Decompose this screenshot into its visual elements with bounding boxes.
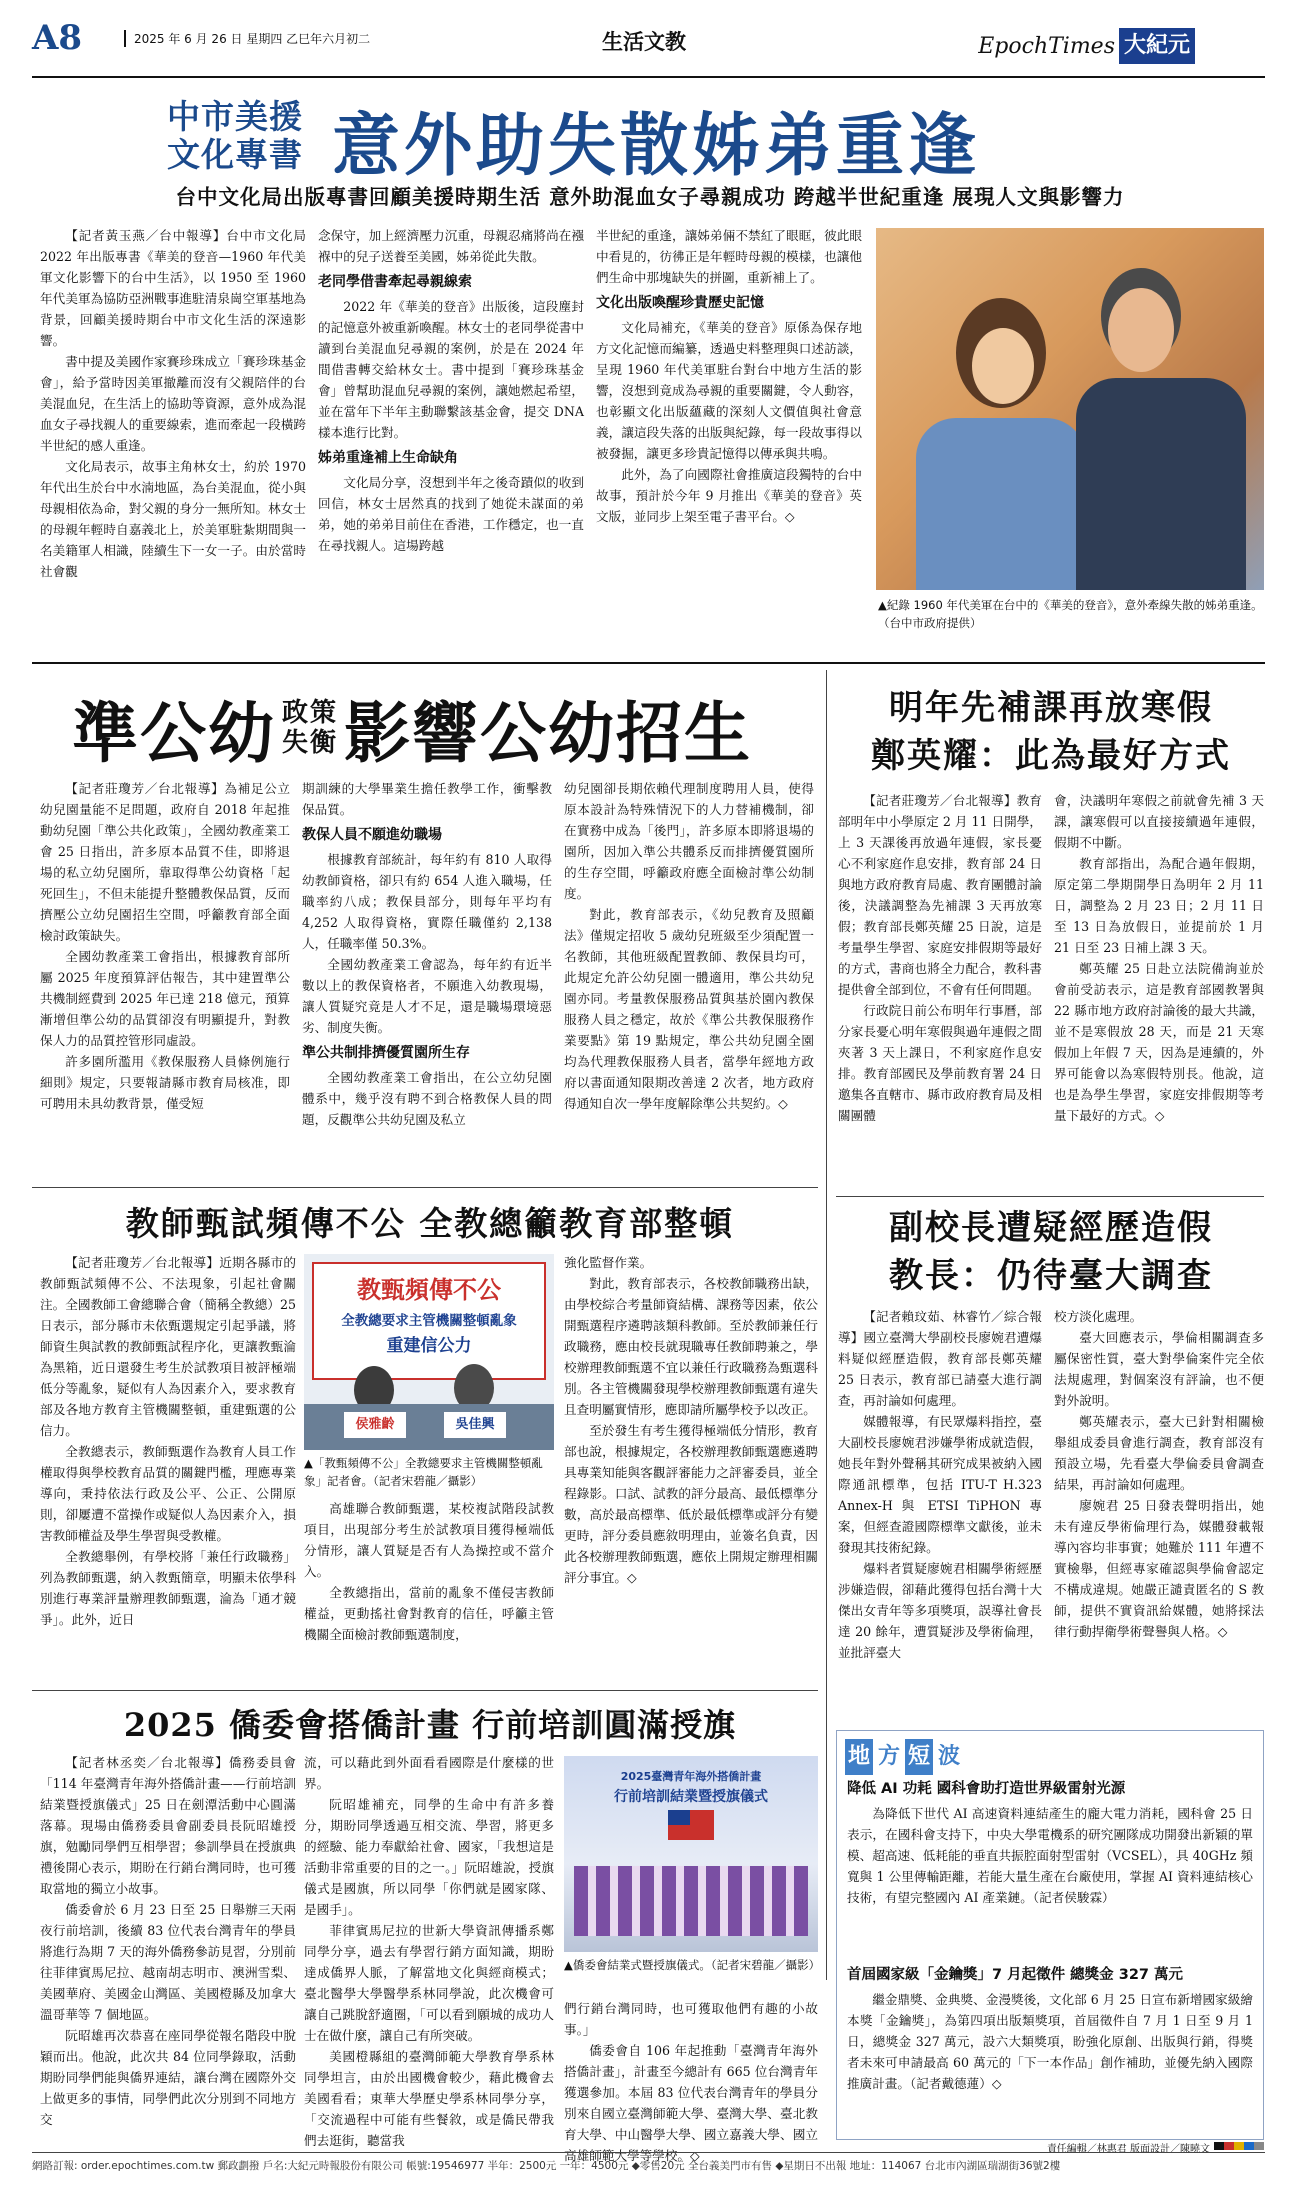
brief-heading: 首屆國家級「金鑰獎」7 月起徵件 總獎金 327 萬元	[847, 1967, 1184, 1983]
winter-title	[836, 684, 1266, 780]
banner-text: 2025臺灣青年海外搭僑計畫	[620, 1770, 762, 1783]
title-line: 明年先補課再放寒假	[889, 688, 1213, 728]
inline-heading: 姊弟重逢補上生命缺角	[318, 450, 458, 466]
paragraph: 全教總指出，當前的亂象不僅侵害教師權益，更動搖社會對教育的信任，呼籲主管機關全面檢討教師甄選制度，	[304, 1585, 554, 1642]
paragraph: 全教總舉例，有學校將「兼任行政職務」列為教師甄選，納入教甄簡章，明顯未依學科別進行專業評量辦理教師甄選，淪為「通才競爭」。此外，近日	[40, 1549, 296, 1627]
paragraph: 阮昭雄補充，同學的生命中有許多養分，期盼同學透過互相交流、學習，將更多的經驗、能力奉獻給社會、國家，「我想這是活動非常重要的目的之一。」阮昭雄說，授旗儀式是國旗，所以同學「你們就是國家隊、是國手」。	[304, 1797, 554, 1917]
paragraph: 繼金鼎獎、金典獎、金漫獎後，文化部 6 月 25 日宣布新增國家級繪本獎「金鑰獎」，為第四項出版類獎項，首屆徵件自 7 月 1 日至 9 月 1 日，總獎金 327 萬元，設六大類獎項，盼強化原創、出版與行銷，得獎者未來可申請最高 60 萬元的「下一本作品」創作補助，並優先納入國際推廣計畫。（記者戴德蓮）◇	[847, 1992, 1253, 2091]
paragraph: 阮昭雄再次恭喜在座同學從報名階段中脫穎而出。他說，此次共 84 位同學錄取，活動期盼同學們能與僑界連結，讓台灣在國際外交上做更多的事情，同學們此次分別到不同地方交	[40, 2028, 296, 2127]
paragraph: 菲律賓馬尼拉的世新大學資訊傳播系鄭同學分享，過去有學習行銷方面知識，期盼達成僑界人脈，了解當地文化與經商模式；臺北醫學大學醫學系林同學說，此次機會可讓自己跳脫舒適圈，「可以看到願城的成功人士在做什麼，讓自己有所突破。	[304, 1923, 554, 2043]
lead-side-title	[150, 98, 320, 174]
title-line: 鄭英耀：此為最好方式	[871, 736, 1231, 776]
lead-photo-couple	[876, 228, 1264, 590]
paragraph: 僑委會於 6 月 23 日至 25 日舉辦三天兩夜行前培訓，後續 83 位代表台灣青年的學員將進行為期 7 天的海外僑務參訪見習，分別前往菲律賓馬尼拉、越南胡志明市、澳洲雪梨、美國華府、美國金山灣區、美國橙縣及加拿大溫哥華等 7 個地區。	[40, 1902, 296, 2022]
paragraph: 期訓練的大學畢業生擔任教學工作，衝擊教保品質。	[302, 781, 552, 817]
preschool-column-2	[302, 778, 552, 1178]
paragraph: 幼兒園卻長期依賴代理制度聘用人員，使得原本設計為特殊情況下的人力替補機制，卻在實務中成為「後門」，許多原本即將退場的園所，因加入準公共體系反而排擠優質園所的生存空間，呼籲政府應全面檢討準公幼制度。	[564, 781, 814, 901]
winter-column-2	[1054, 790, 1264, 1190]
header-rule	[32, 76, 1265, 78]
paragraph: 【記者林丞奕／台北報導】僑務委員會「114 年臺灣青年海外搭僑計畫——行前培訓結業暨授旗儀式」25 日在劍潭活動中心圓滿落幕。現場由僑務委員會副委員長阮昭雄授旗，勉勵同學們互相學習；參訓學員在授旗典禮後開心表示，期盼在行銷台灣同時，也可獲取當地的獨立小故事。	[40, 1755, 296, 1896]
section-rule	[836, 1196, 1264, 1197]
teacher-title: 教師甄試頻傳不公 全教總籲教育部整頓	[125, 1204, 735, 1243]
title-small: 失衡	[282, 727, 339, 758]
paragraph: 全國幼教產業工會指出，根據教育部所屬 2025 年度預算評估報告，其中建置準公共機制經費到 2025 年已達 218 億元，預算漸增但準公幼的品質卻沒有明顯提升，對教保人力的品質控管形同虛設。	[40, 949, 290, 1048]
students-row	[574, 1866, 808, 1936]
paragraph: 廖婉君 25 日發表聲明指出，她未有違反學術倫理行為，媒體發載報導內容均非事實；她難於 111 年遭不實檢舉，但經專家確認與學倫會認定不構成違規。她嚴正譴責匿名的 S 教師，提供不實資訊給媒體，她將採法律行動捍衛學術聲譽與人格。◇	[1054, 1498, 1264, 1639]
page-number: A8	[32, 18, 83, 58]
title-line: 副校長遭疑經歷造假	[889, 1208, 1213, 1248]
lead-subtitle: 台中文化局出版專書回顧美援時期生活 意外助混血女子尋親成功 跨越半世紀重逢 展現人文與影響力	[175, 185, 1125, 209]
color-registration-bar	[1214, 2142, 1264, 2150]
overseas-column-1	[40, 1752, 296, 2148]
press-banner	[312, 1262, 546, 1380]
overseas-column-2	[304, 1752, 554, 2148]
paragraph: 媒體報導，有民眾爆料指控，臺大副校長廖婉君涉嫌學術成就造假，她長年對外聲稱其研究成果被納入國際通訊標準，包括 ITU-T H.323 Annex-H 與 ETSI TiPHON 專案，但經查證國際標準文獻後，並未發現其技術紀錄。	[838, 1414, 1042, 1555]
teacher-photo	[304, 1254, 554, 1450]
footer-info: 網路訂報: order.epochtimes.com.tw 郵政劃撥 戶名:大紀元時報股份有限公司 帳號:19546977 半年：2500元 一年：4500元 ◆零售20元 全台義美門市有售 ◆星期日不出報 地址：114067 台北市內湖區瑞湖街36號2樓	[32, 2160, 1061, 2172]
overseas-column-3	[564, 1998, 818, 2163]
label-char: 波	[935, 1739, 963, 1775]
inline-heading: 準公共制排擠優質園所生存	[302, 1045, 470, 1061]
section-name: 生活文教	[602, 29, 686, 54]
title-part: 準公幼	[72, 694, 276, 772]
paragraph: 們行銷台灣同時，也可獲取他們有趣的小故事。」	[564, 2001, 818, 2037]
paragraph: 為降低下世代 AI 高速資料連結產生的龐大電力消耗，國科會 25 日表示，在國科會支持下，中央大學電機系的研究團隊成功開發出新穎的單模、超高速、低耗能的垂直共振腔面射型雷射（VCSEL），具 40GHz 頻寬與 1 公里傳輸距離，若能大量生產在台廠使用，掌握 AI 資料連結核心技術，有望完整國內 AI 產業鏈。（記者侯駿霖）	[847, 1806, 1253, 1905]
overseas-photo-caption: ▲僑委會結業式暨授旗儀式。（記者宋碧龍／攝影）	[564, 1958, 821, 1972]
nameplate: 侯雅齡	[344, 1412, 406, 1438]
vice-column-1	[838, 1306, 1042, 1724]
teacher-column-3	[564, 1252, 818, 1682]
nameplate: 吳佳興	[444, 1412, 506, 1438]
column-divider	[826, 670, 827, 1980]
lead-column-1	[40, 225, 306, 653]
brand-name: EpochTimes	[978, 34, 1115, 59]
title-line: 教長：仍待臺大調查	[889, 1256, 1213, 1296]
preschool-column-1	[40, 778, 290, 1178]
paragraph: 僑委會自 106 年起推動「臺灣青年海外搭僑計畫」，計畫至今總計有 665 位台灣青年獲選參加。本屆 83 位代表台灣青年的學員分別來自國立臺灣師範大學、臺灣大學、臺北教育大學、中山醫學大學、國立嘉義大學、國立高雄師範大學等學校。◇	[564, 2043, 818, 2163]
inline-heading: 文化出版喚醒珍貴歷史記憶	[596, 295, 764, 311]
paragraph: 文化局表示，故事主角林女士，約於 1970 年代出生於台中水湳地區，為台美混血，從小與母親相依為命，對父親的身分一無所知。林女士的母親年輕時自嘉義北上，於美軍駐紮期間與一名美籍軍人相識，陸續生下一女一子。由於當時社會觀	[40, 459, 306, 579]
banner-text: 行前培訓結業暨授旗儀式	[614, 1789, 768, 1805]
brief-body	[847, 1803, 1253, 1953]
paragraph: 爆料者質疑廖婉君相關學術經歷涉嫌造假，卻藉此獲得包括台灣十大傑出女青年等多項獎項，誤導社會長達 20 餘年，遭質疑涉及學術倫理，並批評臺大	[838, 1561, 1042, 1660]
paragraph: 【記者莊瓊芳／台北報導】教育部明年中小學原定 2 月 11 日開學，上 3 天課後再放過年連假，家長憂心不利家庭作息安排，教育部 24 日與地方政府教育局處、教育團體討論後，決議調整為先補課 3 天再放寒假；教育部長鄭英耀 25 日說，這是考量學生學習、家庭安排假期等最好的方式，書商也將全力配合，教科書提供會全部到位，不會有任何問題。	[838, 793, 1042, 997]
inline-heading: 老同學借書牽起尋親線索	[318, 274, 472, 290]
teacher-photo-caption: ▲「教甄頻傳不公」全教總要求主管機關整頓亂象」記者會。（記者宋碧龍／攝影）	[304, 1456, 543, 1488]
section-rule	[32, 662, 1265, 664]
side-title-line: 中市美援	[167, 97, 303, 136]
editor-credit: 責任編輯／林惠君 版面設計／陳曉文	[1046, 2144, 1210, 2155]
banner-text: 重建信公力	[386, 1336, 472, 1356]
woman-face	[972, 328, 1034, 404]
paragraph: 會，決議明年寒假之前就會先補 3 天課，讓寒假可以直接接續過年連假，假期不中斷。	[1054, 793, 1264, 850]
table	[304, 1404, 554, 1450]
woman-shirt	[916, 418, 1086, 590]
masthead	[32, 14, 1265, 76]
teacher-column-2	[304, 1498, 554, 1682]
paragraph: 全國幼教產業工會指出，在公立幼兒園體系中，幾乎沒有聘不到合格教保人員的問題，反觀準公共幼兒園及私立	[302, 1070, 552, 1127]
paragraph: 【記者黃玉燕／台中報導】台中市文化局 2022 年出版專書《華美的登音—1960 年代美軍文化影響下的台中生活》，以 1950 至 1960 年代美軍為協防亞洲戰事進駐清泉崗空軍基地為背景，回顧美援時期台中市文化生活的深遠影響。	[40, 228, 306, 348]
man-face	[1108, 288, 1174, 372]
flag-icon	[668, 1810, 714, 1840]
label-char: 地	[845, 1739, 873, 1775]
lead-photo-caption: ▲紀錄 1960 年代美軍在台中的《華美的登音》，意外牽線失散的姊弟重逢。（台中市政府提供）	[878, 598, 1263, 630]
brief-heading: 降低 AI 功耗 國科會助打造世界級雷射光源	[847, 1781, 1126, 1797]
paragraph: 流，可以藉此到外面看看國際是什麼樣的世界。	[304, 1755, 554, 1791]
paragraph: 文化局分享，沒想到半年之後奇蹟似的收到回信，林女士居然真的找到了她從未謀面的弟弟，她的弟弟目前住在香港，工作穩定，也一直在尋找親人。這場跨越	[318, 475, 584, 553]
lead-column-2	[318, 225, 584, 653]
winter-column-1	[838, 790, 1042, 1190]
paragraph: 對此，教育部表示，各校教師職務出缺，由學校綜合考量師資結構、課務等因素，依公開甄選程序遴聘該類科教師。至於教師兼任行政職務，應由校長就現職專任教師聘兼之，學校辦理教師甄選不宜以兼任行政職務為甄選科別。各主管機關發現學校辦理教師甄選有違失且查明屬實情形，應即請所屬學校予以改正。	[564, 1276, 818, 1417]
paragraph: 高雄聯合教師甄選，某校複試階段試教項目，出現部分考生於試教項目獲得極端低分情形，讓人質疑是否有人為操控或不當介入。	[304, 1501, 554, 1579]
local-briefs-box	[836, 1730, 1264, 2140]
lead-title: 意外助失散姊弟重逢	[332, 106, 981, 186]
section-rule	[32, 1690, 818, 1691]
brief-body	[847, 1989, 1253, 2137]
banner-text: 教甄頻傳不公	[357, 1276, 501, 1304]
paragraph: 鄭英耀 25 日赴立法院備詢並於會前受訪表示，這是教育部國教署與 22 縣市地方政府討論後的最大共識，並不是寒假放 28 天，而是 21 天寒假加上年假 7 天，因為是連續的，外界可能會以為寒假特別長。他說，這也是為學生學習，家庭安排假期等考量下最好的方式。◇	[1054, 961, 1264, 1123]
paragraph: 至於發生有考生獲得極端低分情形，教育部也說，根據規定，各校辦理教師甄選應遴聘具專業知能與客觀評審能力之評審委員，並全程錄影。口試、試教的評分最高、最低標準分數，高於最高標準、低於最低標準或評分有變更時，評分委員應敘明理由，並簽名負責，因此各校辦理教師甄選，應依上開規定辦理相關評分事宜。◇	[564, 1423, 818, 1585]
side-title-line: 文化專書	[167, 135, 303, 174]
title-small-stack	[282, 698, 338, 758]
paragraph: 對此，教育部表示，《幼兒教育及照顧法》僅規定招收 5 歲幼兒班級至少須配置一名教師，其他班級配置教師、教保員均可，此規定允許公幼兒園一體適用，準公共幼兒園亦同。考量教保服務品質與基於園內教保服務人員之穩定，故於《準公共教保服務作業要點》第 19 點規定，準公共幼兒園全園均為代理教保服務人員者，當學年經地方政府以書面通知限期改善達 2 次者，地方政府得通知自次一學年度解除準公共契約。◇	[564, 907, 814, 1111]
vice-column-2	[1054, 1306, 1264, 1724]
paragraph: 美國橙縣組的臺灣師範大學教育學系林同學坦言，由於出國機會較少，藉此機會去美國看看；東華大學歷史學系林同學分享，「交流過程中可能有些餐敘，或是僑民帶我們去逛街，聽當我	[304, 2049, 554, 2148]
vice-title	[836, 1204, 1266, 1300]
paragraph: 文化局補充，《華美的登音》原係為保存地方文化記憶而編纂，透過史料整理與口述訪談，呈現 1960 年代美軍駐台對台中地方生活的影響，沒想到竟成為尋親的重要關鍵，令人動容，也彰顯文化出版蘊藏的深刻人文價值與社會意義，讓這段失落的出版與紀錄，每一段故事得以被發掘，讓更多珍貴記憶得以傳承與共鳴。	[596, 320, 862, 461]
title-part: 影響公幼招生	[344, 694, 753, 772]
paragraph: 【記者莊瓊芳／台北報導】近期各縣市的教師甄試頻傳不公、不法現象，引起社會關注。全國教師工會總聯合會（簡稱全教總）25 日表示，部分縣市未依甄選規定引起爭議，將師資生與試教的教師甄試程序化，更讓教甄淪為黑箱，近日還發生考生於試教項目被評極端低分等亂象，疑似有人為因素介入，要求教育部及各地方教育主管機關整頓，重建甄選的公信力。	[40, 1255, 296, 1438]
paragraph: 全教總表示，教師甄選作為教育人員工作權取得與學校教育品質的關鍵門檻，理應專業導向，秉持依法行政及公平、公正、公開原則，卻屢遭不當操作或疑似人為因素介入，損害教師權益及學生學習與受教權。	[40, 1444, 296, 1543]
lead-column-3	[596, 225, 862, 653]
paragraph: 行政院日前公布明年行事曆，部分家長憂心明年寒假與過年連假之間夾著 3 天上課日，不利家庭作息安排。教育部國民及學前教育署 24 日邀集各直轄市、縣市政府教育局及相關團體	[838, 1003, 1042, 1123]
paragraph: 根據教育部統計，每年約有 810 人取得幼教師資格，卻只有約 654 人進入職場，任職率約八成；教保員部分，則每年平均有 4,252 人取得資格，實際任職僅約 2,138 人，任職率僅 50.3%。	[302, 852, 552, 951]
preschool-title	[72, 680, 772, 770]
label-char: 方	[875, 1739, 903, 1775]
paragraph: 臺大回應表示，學倫相關調查多屬保密性質，臺大對學倫案件完全依法規處理，對個案沒有評論，也不便對外說明。	[1054, 1330, 1264, 1408]
overseas-photo	[564, 1756, 818, 1952]
paragraph: 教育部指出，為配合過年假期，原定第二學期開學日為明年 2 月 11 日，調整為 2 月 23 日；2 月 11 日至 13 日為放假日，並提前於 1 月 21 日至 23 日補上課 3 天。	[1054, 856, 1264, 955]
section-rule	[32, 1187, 818, 1188]
label-char: 短	[905, 1739, 933, 1775]
paragraph: 2022 年《華美的登音》出版後，這段塵封的記憶意外被重新喚醒。林女士的老同學從書中讀到台美混血兒尋親的案例，於是在 2024 年間借書轉交給林女士。書中提到「賽珍珠基金會」曾幫助混血兒尋親的案例，讓她燃起希望，並在當年下半年主動聯繫該基金會，提交 DNA 樣本進行比對。	[318, 299, 584, 440]
paragraph: 校方淡化處理。	[1054, 1309, 1143, 1324]
paragraph: 念保守，加上經濟壓力沉重，母親忍痛將尚在襁褓中的兒子送養至美國，姊弟從此失散。	[318, 228, 584, 264]
paragraph: 鄭英耀表示，臺大已針對相關檢舉組成委員會進行調查，教育部沒有預設立場，先看臺大學倫委員會調查結果，再討論如何處理。	[1054, 1414, 1264, 1492]
brand-logo: 大紀元	[1119, 28, 1195, 64]
paragraph: 此外，為了向國際社會推廣這段獨特的台中故事，預計於今年 9 月推出《華美的登音》英文版，並同步上架至電子書平台。◇	[596, 467, 862, 524]
inline-heading: 教保人員不願進幼職場	[302, 827, 442, 843]
paragraph: 半世紀的重逢，讓姊弟倆不禁紅了眼眶，彼此眼中看見的，彷彿正是年輕時母親的模樣，也讓他們生命中那塊缺失的拼圖，重新補上了。	[596, 228, 862, 285]
banner-text: 全教總要求主管機關整頓亂象	[341, 1313, 517, 1329]
man-shirt	[1076, 378, 1246, 590]
teacher-column-1	[40, 1252, 296, 1682]
paragraph: 【記者莊瓊芳／台北報導】為補足公立幼兒園量能不足問題，政府自 2018 年起推動幼兒園「準公共化政策」，全國幼教產業工會 25 日指出，許多原本品質不佳，即將退場的私立幼兒園所，靠取得準公幼資格「起死回生」，不但未能提升整體教保品質，反而擠壓公立幼兒園招生空間，呼籲教育部全面檢討政策缺失。	[40, 781, 290, 943]
local-briefs-label	[845, 1739, 963, 1775]
overseas-title: 2025 僑委會搭僑計畫 行前培訓圓滿授旗	[123, 1706, 737, 1744]
footer-rule	[32, 2152, 1265, 2153]
issue-date: 2025 年 6 月 26 日 星期四 乙巳年六月初二	[124, 30, 370, 47]
title-small: 政策	[282, 697, 339, 728]
preschool-column-3	[564, 778, 814, 1178]
paragraph: 全國幼教產業工會認為，每年約有近半數以上的教保資格者，不願進入幼教現場，讓人質疑究竟是人才不足，還是職場環境惡劣、制度失衡。	[302, 957, 552, 1035]
paragraph: 【記者賴玟茹、林睿竹／綜合報導】國立臺灣大學副校長廖婉君遭爆料疑似經歷造假，教育部長鄭英耀 25 日表示，教育部已請臺大進行調查，再討論如何處理。	[838, 1309, 1042, 1408]
paragraph: 強化監督作業。	[564, 1255, 653, 1270]
paragraph: 許多園所濫用《教保服務人員條例施行細則》規定，只要報請縣市教育局核准，即可聘用未具幼教背景，僅受短	[40, 1054, 290, 1111]
paragraph: 書中提及美國作家賽珍珠成立「賽珍珠基金會」，給予當時因美軍撤離而沒有父親陪伴的台美混血兒，在生活上的協助等資源，意外成為混血女子尋找親人的重要線索，進而牽起一段橫跨半世紀的感人重逢。	[40, 354, 306, 453]
